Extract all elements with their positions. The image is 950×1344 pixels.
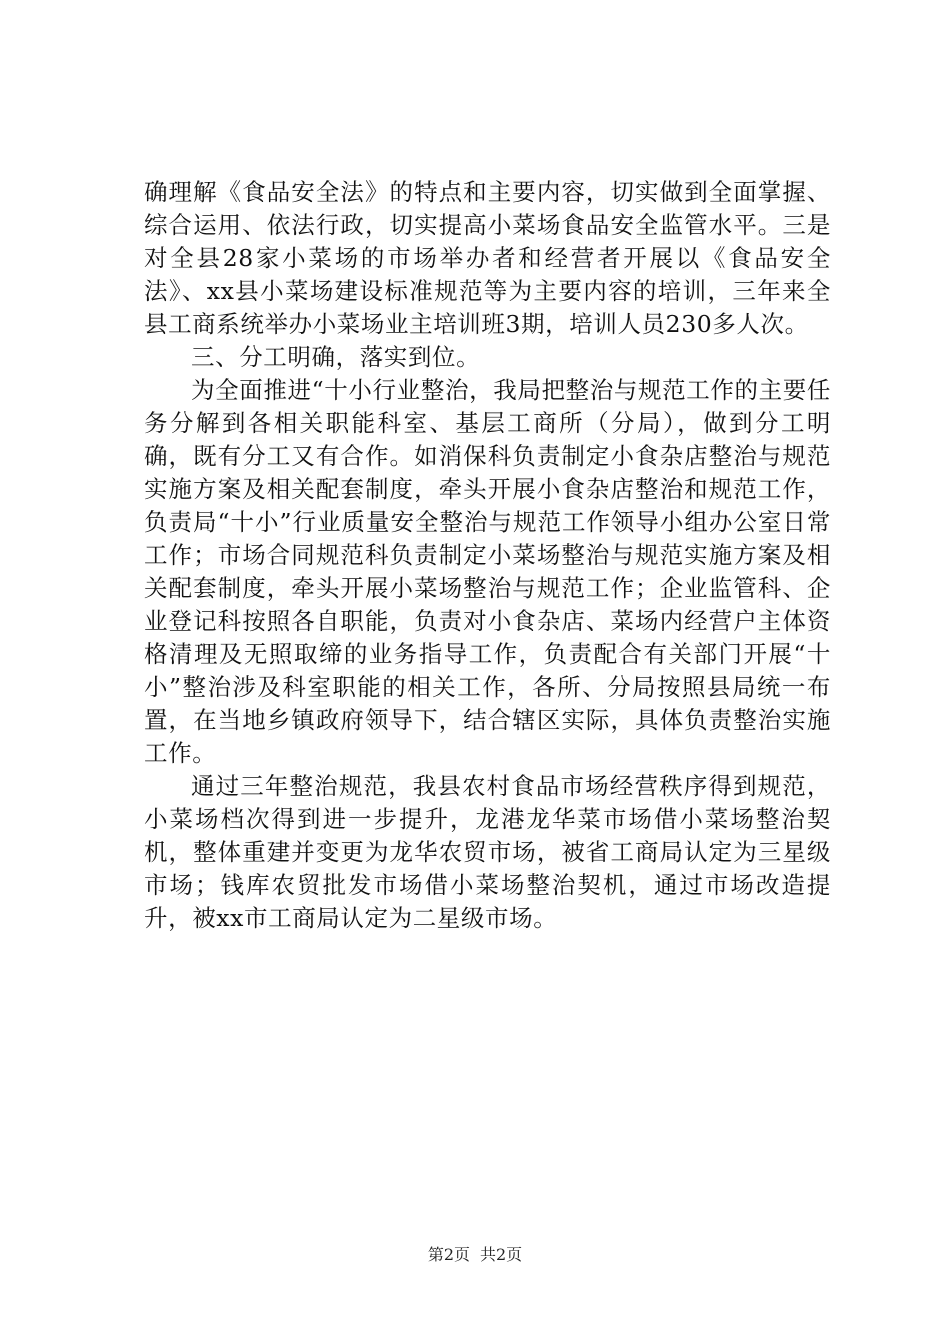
paragraph-results: 通过三年整治规范，我县农村食品市场经营秩序得到规范，小菜场档次得到进一步提升，龙港龙华菜市场借小菜场整治契机，整体重建并变更为龙华农贸市场，被省工商局认定为三星级市场；钱库农贸批发市场借小菜场整治契机，通过市场改造提升，被xx市工商局认定为二星级市场。 xyxy=(144,772,831,932)
paragraph-training-continuation: 确理解《食品安全法》的特点和主要内容，切实做到全面掌握、综合运用、依法行政，切实提高小菜场食品安全监管水平。三是对全县28家小菜场的市场举办者和经营者开展以《食品安全法》、xx县小菜场建设标准规范等为主要内容的培训，三年来全县工商系统举办小菜场业主培训班3期，培训人员230多人次。 xyxy=(144,178,831,338)
paragraph-division-of-work: 为全面推进“十小行业整治，我局把整治与规范工作的主要任务分解到各相关职能科室、基层工商所（分局），做到分工明确，既有分工又有合作。如消保科负责制定小食杂店整治与规范实施方案及相关配套制度，牵头开展小食杂店整治和规范工作，负责局“十小”行业质量安全整治与规范工作领导小组办公室日常工作；市场合同规范科负责制定小菜场整治与规范实施方案及相关配套制度，牵头开展小菜场整治与规范工作；企业监管科、企业登记科按照各自职能，负责对小食杂店、菜场内经营户主体资格清理及无照取缔的业务指导工作，负责配合有关部门开展“十小”整治涉及科室职能的相关工作，各所、分局按照县局统一布置，在当地乡镇政府领导下，结合辖区实际，具体负责整治实施工作。 xyxy=(144,376,831,767)
total-pages: 共2页 xyxy=(480,1245,523,1264)
document-body xyxy=(144,176,831,935)
section-heading-division-of-work: 三、分工明确，落实到位。 xyxy=(191,343,481,371)
page-number: 第2页 xyxy=(427,1245,470,1264)
page-footer xyxy=(0,1244,950,1266)
